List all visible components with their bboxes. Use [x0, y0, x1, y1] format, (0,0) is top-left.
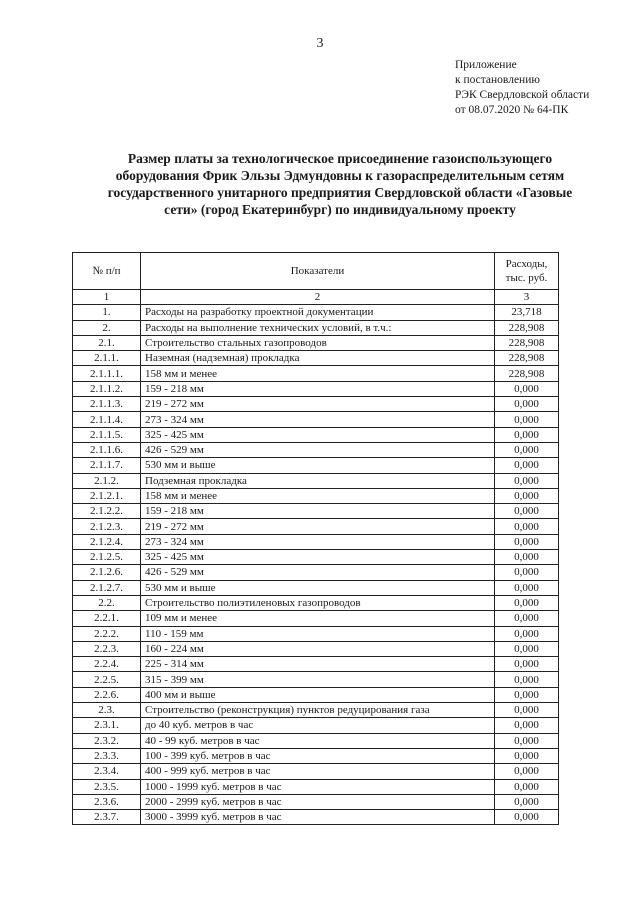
row-indicator: 219 - 272 мм — [141, 519, 495, 534]
table-row — [73, 611, 559, 626]
row-value: 0,000 — [495, 565, 559, 580]
title-line: оборудования Фрик Эльзы Эдмундовны к газораспределительным сетям — [115, 168, 565, 183]
row-number: 2.1.2.3. — [73, 519, 141, 534]
row-indicator: Расходы на выполнение технических условий, в т.ч.: — [141, 320, 495, 335]
row-number: 2.1.2.6. — [73, 565, 141, 580]
row-number: 2.2.6. — [73, 687, 141, 702]
table-row — [73, 672, 559, 687]
table-row — [73, 504, 559, 519]
row-number: 2.1.2.2. — [73, 504, 141, 519]
row-value: 23,718 — [495, 305, 559, 320]
row-number: 2.1.1.4. — [73, 412, 141, 427]
row-value: 0,000 — [495, 672, 559, 687]
column-number-row — [73, 290, 559, 305]
column-number: 3 — [495, 290, 559, 305]
table-row — [73, 458, 559, 473]
title-line: государственного унитарного предприятия Свердловской области «Газовые — [107, 185, 573, 200]
row-indicator: 159 - 218 мм — [141, 381, 495, 396]
row-indicator: Строительство (реконструкция) пунктов редуцирования газа — [141, 703, 495, 718]
row-number: 2.3.5. — [73, 779, 141, 794]
table-row — [73, 488, 559, 503]
row-number: 2.1.2.1. — [73, 488, 141, 503]
row-number: 2.3. — [73, 703, 141, 718]
row-indicator: Строительство стальных газопроводов — [141, 335, 495, 350]
title-line: Размер платы за технологическое присоединение газоиспользующего — [127, 151, 553, 166]
document-title — [70, 150, 610, 218]
row-number: 2.2.3. — [73, 641, 141, 656]
row-value: 0,000 — [495, 748, 559, 763]
row-value: 0,000 — [495, 473, 559, 488]
row-value: 0,000 — [495, 764, 559, 779]
row-indicator: 325 - 425 мм — [141, 427, 495, 442]
row-number: 2.1. — [73, 335, 141, 350]
row-number: 2.2.5. — [73, 672, 141, 687]
row-indicator: 273 - 324 мм — [141, 412, 495, 427]
table-row — [73, 519, 559, 534]
row-number: 2.1.2.7. — [73, 580, 141, 595]
row-number: 2.3.1. — [73, 718, 141, 733]
row-value: 0,000 — [495, 580, 559, 595]
row-value: 0,000 — [495, 810, 559, 825]
row-indicator: Расходы на разработку проектной документации — [141, 305, 495, 320]
row-value: 228,908 — [495, 366, 559, 381]
row-value: 0,000 — [495, 641, 559, 656]
row-value: 0,000 — [495, 519, 559, 534]
table-row — [73, 550, 559, 565]
row-value: 228,908 — [495, 320, 559, 335]
row-indicator: 400 мм и выше — [141, 687, 495, 702]
row-indicator: 158 мм и менее — [141, 366, 495, 381]
table-row — [73, 657, 559, 672]
appendix-line: к постановлению — [455, 74, 540, 86]
row-value: 0,000 — [495, 611, 559, 626]
table-row — [73, 397, 559, 412]
row-indicator: 325 - 425 мм — [141, 550, 495, 565]
table-row — [73, 718, 559, 733]
row-indicator: 1000 - 1999 куб. метров в час — [141, 779, 495, 794]
row-value: 0,000 — [495, 397, 559, 412]
row-number: 2.3.3. — [73, 748, 141, 763]
column-number: 1 — [73, 290, 141, 305]
row-indicator: 3000 - 3999 куб. метров в час — [141, 810, 495, 825]
appendix-block — [455, 58, 589, 118]
appendix-line: Приложение — [455, 59, 517, 71]
row-value: 0,000 — [495, 550, 559, 565]
row-number: 2.3.4. — [73, 764, 141, 779]
row-value: 0,000 — [495, 442, 559, 457]
table-row — [73, 534, 559, 549]
table-row — [73, 366, 559, 381]
table-row — [73, 748, 559, 763]
header-value: Расходы, тыс. руб. — [495, 253, 559, 290]
row-number: 1. — [73, 305, 141, 320]
row-number: 2.2.2. — [73, 626, 141, 641]
row-value: 0,000 — [495, 794, 559, 809]
table-row — [73, 810, 559, 825]
row-value: 0,000 — [495, 703, 559, 718]
row-number: 2.2.1. — [73, 611, 141, 626]
row-value: 0,000 — [495, 458, 559, 473]
row-number: 2.2.4. — [73, 657, 141, 672]
row-number: 2.1.1.5. — [73, 427, 141, 442]
row-indicator: 225 - 314 мм — [141, 657, 495, 672]
row-number: 2. — [73, 320, 141, 335]
row-indicator: 159 - 218 мм — [141, 504, 495, 519]
row-value: 228,908 — [495, 335, 559, 350]
row-number: 2.1.1. — [73, 351, 141, 366]
row-indicator: 2000 - 2999 куб. метров в час — [141, 794, 495, 809]
table-row — [73, 565, 559, 580]
row-value: 0,000 — [495, 733, 559, 748]
row-value: 0,000 — [495, 718, 559, 733]
column-number: 2 — [141, 290, 495, 305]
table-row — [73, 626, 559, 641]
appendix-line: от 08.07.2020 № 64-ПК — [455, 104, 569, 116]
page-number: 3 — [316, 36, 324, 51]
row-indicator: 40 - 99 куб. метров в час — [141, 733, 495, 748]
table-row — [73, 473, 559, 488]
row-number: 2.1.1.2. — [73, 381, 141, 396]
row-indicator: 400 - 999 куб. метров в час — [141, 764, 495, 779]
row-indicator: 426 - 529 мм — [141, 565, 495, 580]
table-row — [73, 381, 559, 396]
row-indicator: 530 мм и выше — [141, 580, 495, 595]
row-indicator: 219 - 272 мм — [141, 397, 495, 412]
table-row — [73, 733, 559, 748]
fees-table — [72, 252, 559, 825]
row-value: 0,000 — [495, 687, 559, 702]
row-indicator: 160 - 224 мм — [141, 641, 495, 656]
title-line: сети» (город Екатеринбург) по индивидуальному проекту — [164, 202, 516, 217]
row-indicator: 158 мм и менее — [141, 488, 495, 503]
row-value: 0,000 — [495, 657, 559, 672]
row-indicator: Подземная прокладка — [141, 473, 495, 488]
row-indicator: Наземная (надземная) прокладка — [141, 351, 495, 366]
table-header-row — [73, 253, 559, 290]
row-number: 2.2. — [73, 595, 141, 610]
table-row — [73, 703, 559, 718]
table-row — [73, 779, 559, 794]
table-row — [73, 764, 559, 779]
row-indicator: 426 - 529 мм — [141, 442, 495, 457]
table-row — [73, 442, 559, 457]
row-indicator: 530 мм и выше — [141, 458, 495, 473]
table-row — [73, 427, 559, 442]
row-value: 0,000 — [495, 595, 559, 610]
row-number: 2.1.1.3. — [73, 397, 141, 412]
row-value: 0,000 — [495, 412, 559, 427]
table-row — [73, 595, 559, 610]
appendix-line: РЭК Свердловской области — [455, 89, 590, 101]
row-number: 2.1.2. — [73, 473, 141, 488]
row-value: 0,000 — [495, 427, 559, 442]
row-value: 0,000 — [495, 504, 559, 519]
row-number: 2.3.6. — [73, 794, 141, 809]
row-value: 0,000 — [495, 534, 559, 549]
row-value: 0,000 — [495, 381, 559, 396]
row-number: 2.3.2. — [73, 733, 141, 748]
row-indicator: 315 - 399 мм — [141, 672, 495, 687]
row-value: 0,000 — [495, 488, 559, 503]
table-row — [73, 794, 559, 809]
header-num: № п/п — [73, 253, 141, 290]
table-row — [73, 687, 559, 702]
table-row — [73, 641, 559, 656]
row-indicator: 110 - 159 мм — [141, 626, 495, 641]
row-number: 2.1.1.7. — [73, 458, 141, 473]
row-indicator: до 40 куб. метров в час — [141, 718, 495, 733]
row-number: 2.1.1.6. — [73, 442, 141, 457]
row-number: 2.1.2.4. — [73, 534, 141, 549]
table-row — [73, 305, 559, 320]
row-indicator: 273 - 324 мм — [141, 534, 495, 549]
row-indicator: Строительство полиэтиленовых газопроводов — [141, 595, 495, 610]
table-row — [73, 412, 559, 427]
row-number: 2.3.7. — [73, 810, 141, 825]
row-number: 2.1.2.5. — [73, 550, 141, 565]
header-name: Показатели — [141, 253, 495, 290]
row-number: 2.1.1.1. — [73, 366, 141, 381]
row-value: 0,000 — [495, 626, 559, 641]
table-row — [73, 580, 559, 595]
row-indicator: 109 мм и менее — [141, 611, 495, 626]
table-row — [73, 320, 559, 335]
table-row — [73, 351, 559, 366]
row-indicator: 100 - 399 куб. метров в час — [141, 748, 495, 763]
row-value: 0,000 — [495, 779, 559, 794]
table-row — [73, 335, 559, 350]
row-value: 228,908 — [495, 351, 559, 366]
table-body — [73, 290, 559, 825]
